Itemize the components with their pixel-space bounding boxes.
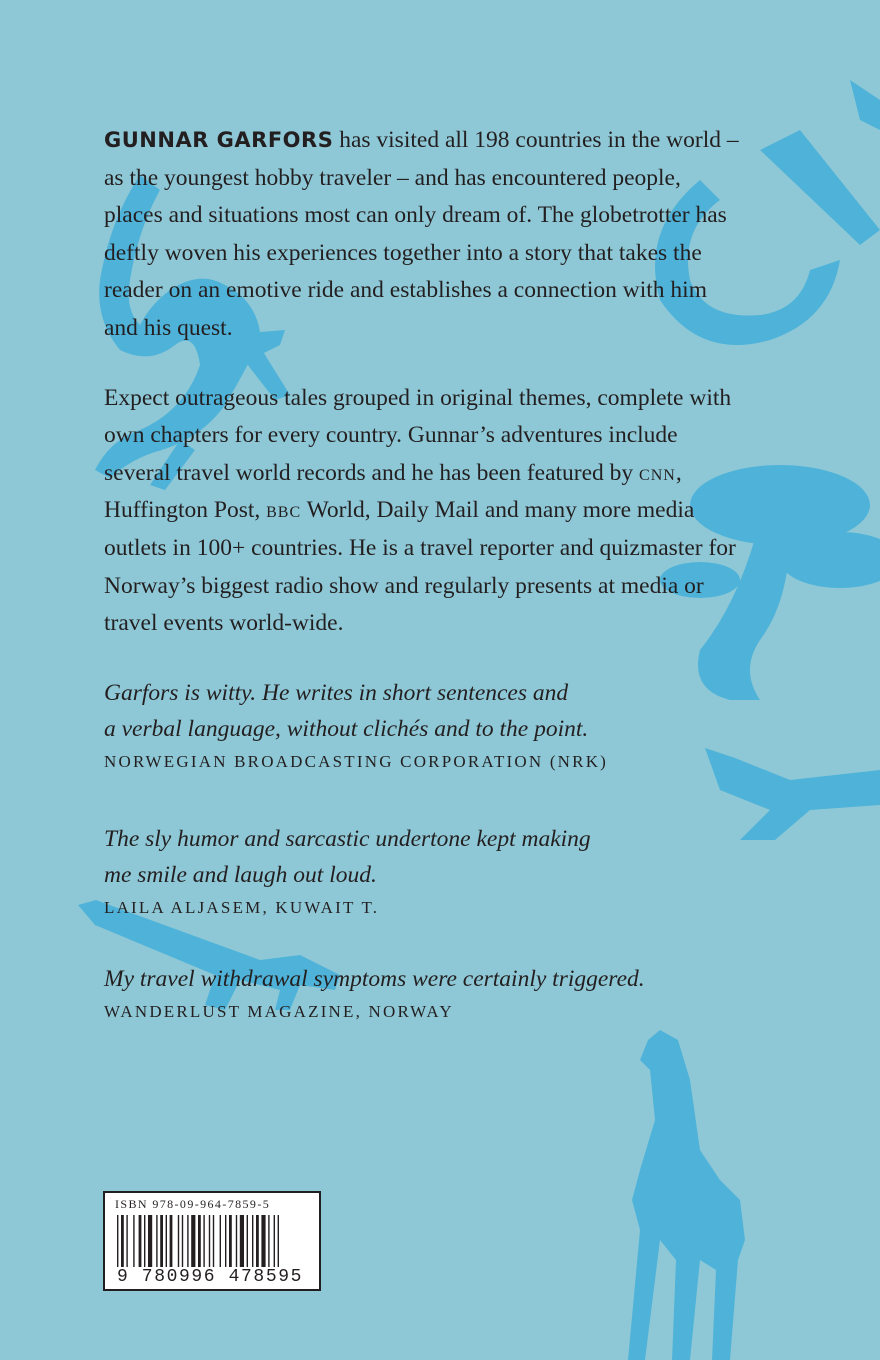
isbn-label: ISBN 978-09-964-7859-5 [115,1197,271,1211]
review-quote [104,961,744,1025]
quote-text: Garfors is witty. He writes in short sentences and a verbal language, without clichés and to the point. [104,679,589,742]
quote-source: NORWEGIAN BROADCASTING CORPORATION (NRK) [104,751,609,771]
author-name: GUNNAR GARFORS [104,128,334,152]
author-bio [104,122,744,348]
cnn-abbreviation: cnn [639,459,676,486]
description-text-1: Expect outrageous tales grouped in original themes, complete with own chapters for every country. Gunnar’s adventures include several travel world records and he has been featured by [104,384,732,486]
description-text-3: World, Daily Mail and many more media outlets in 100+ countries. He is a travel reporter and quizmaster for Norway’s biggest radio show and regularly presents at media or travel events world-wide. [104,497,736,637]
quote-text: The sly humor and sarcastic undertone kept making me smile and laugh out loud. [104,825,591,888]
review-quote [104,675,744,775]
quote-source: WANDERLUST MAGAZINE, NORWAY [104,1001,454,1021]
isbn-barcode [103,1191,321,1291]
giraffe-icon [628,1030,745,1360]
quote-source: LAILA ALJASEM, KUWAIT T. [104,897,380,917]
barcode-digits: 9 780996 478595 [117,1267,304,1287]
bbc-abbreviation: bbc [266,497,302,524]
author-bio-text: has visited all 198 countries in the world – as the youngest hobby traveler – and has encountered people, places and situations most can only dream of. The globetrotter has deftly woven his experiences together into a story that takes the reader on an emotive ride and establishes a connection with him and his quest. [104,127,739,341]
quote-text: My travel withdrawal symptoms were certainly triggered. [104,965,645,992]
book-description [104,380,744,643]
back-cover-text [104,122,744,1055]
description-text-2: , Huffington Post, [104,459,682,524]
review-quote [104,821,744,921]
